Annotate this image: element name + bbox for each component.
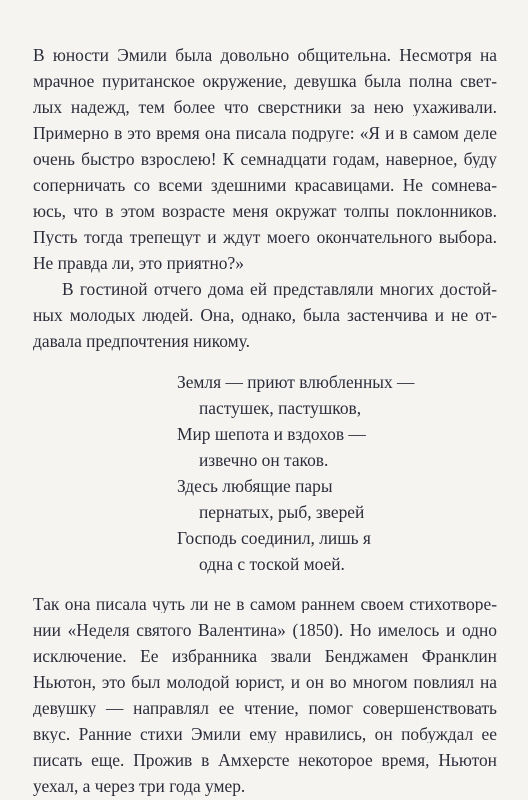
text-line: соперничать со всеми здешними красавицами. Не сомнева- (33, 177, 497, 195)
text-line: нии «Неделя святого Валентина» (1850). Но имелось и одно (33, 622, 497, 640)
text-line: Пусть тогда трепещут и ждут моего окончательного выбора. (33, 229, 497, 247)
text-line: юсь, что в этом возрасте меня окружат толпы поклонников. (33, 203, 497, 221)
text-line: вкус. Ранние стихи Эмили ему нравились, он побуждал ее (33, 726, 497, 744)
poem-line: пастушек, пастушков, (199, 398, 362, 418)
text-line: лых надежд, тем более что сверстники за нею ухаживали. (33, 99, 497, 117)
text-line: Ньютон, это был молодой юрист, и он во многом повлиял на (33, 674, 497, 692)
text-line: Так она писала чуть ли не в самом раннем своем стихотворе- (33, 596, 497, 614)
poem-line: Здесь любящие пары (177, 476, 333, 496)
text-line: давала предпочтения никому. (33, 331, 250, 351)
text-line: Примерно в это время она писала подруге: «Я и в самом деле (33, 125, 497, 143)
poem-line: Земля — приют влюбленных — (177, 372, 415, 392)
text-line: уехал, а через три года умер. (33, 776, 246, 796)
poem-line: извечно он таков. (199, 450, 329, 470)
text-line: Не правда ли, это приятно?» (33, 253, 244, 273)
text-line: девушку — направлял ее чтение, помог совершенствовать (33, 700, 497, 718)
text-line: очень быстро взрослею! К семнадцати годам, наверное, буду (33, 151, 497, 169)
poem-line: Господь соединил, лишь я (177, 528, 371, 548)
text-line: мрачное пуританское окружение, девушка была полна свет- (33, 73, 497, 91)
text-line: писать еще. Прожив в Амхерсте некоторое время, Ньютон (33, 752, 497, 770)
text-line: исключение. Ее избранника звали Бенджамен Франклин (33, 648, 497, 666)
text-line: В гостиной отчего дома ей представляли многих достой- (62, 281, 497, 299)
poem-line: Мир шепота и вздохов — (177, 424, 366, 444)
poem-line: одна с тоской моей. (199, 554, 345, 574)
poem-line: пернатых, рыб, зверей (199, 502, 365, 522)
text-line: ных молодых людей. Она, однако, была застенчива и не от- (33, 307, 497, 325)
text-line: В юности Эмили была довольно общительна. Несмотря на (33, 47, 497, 65)
